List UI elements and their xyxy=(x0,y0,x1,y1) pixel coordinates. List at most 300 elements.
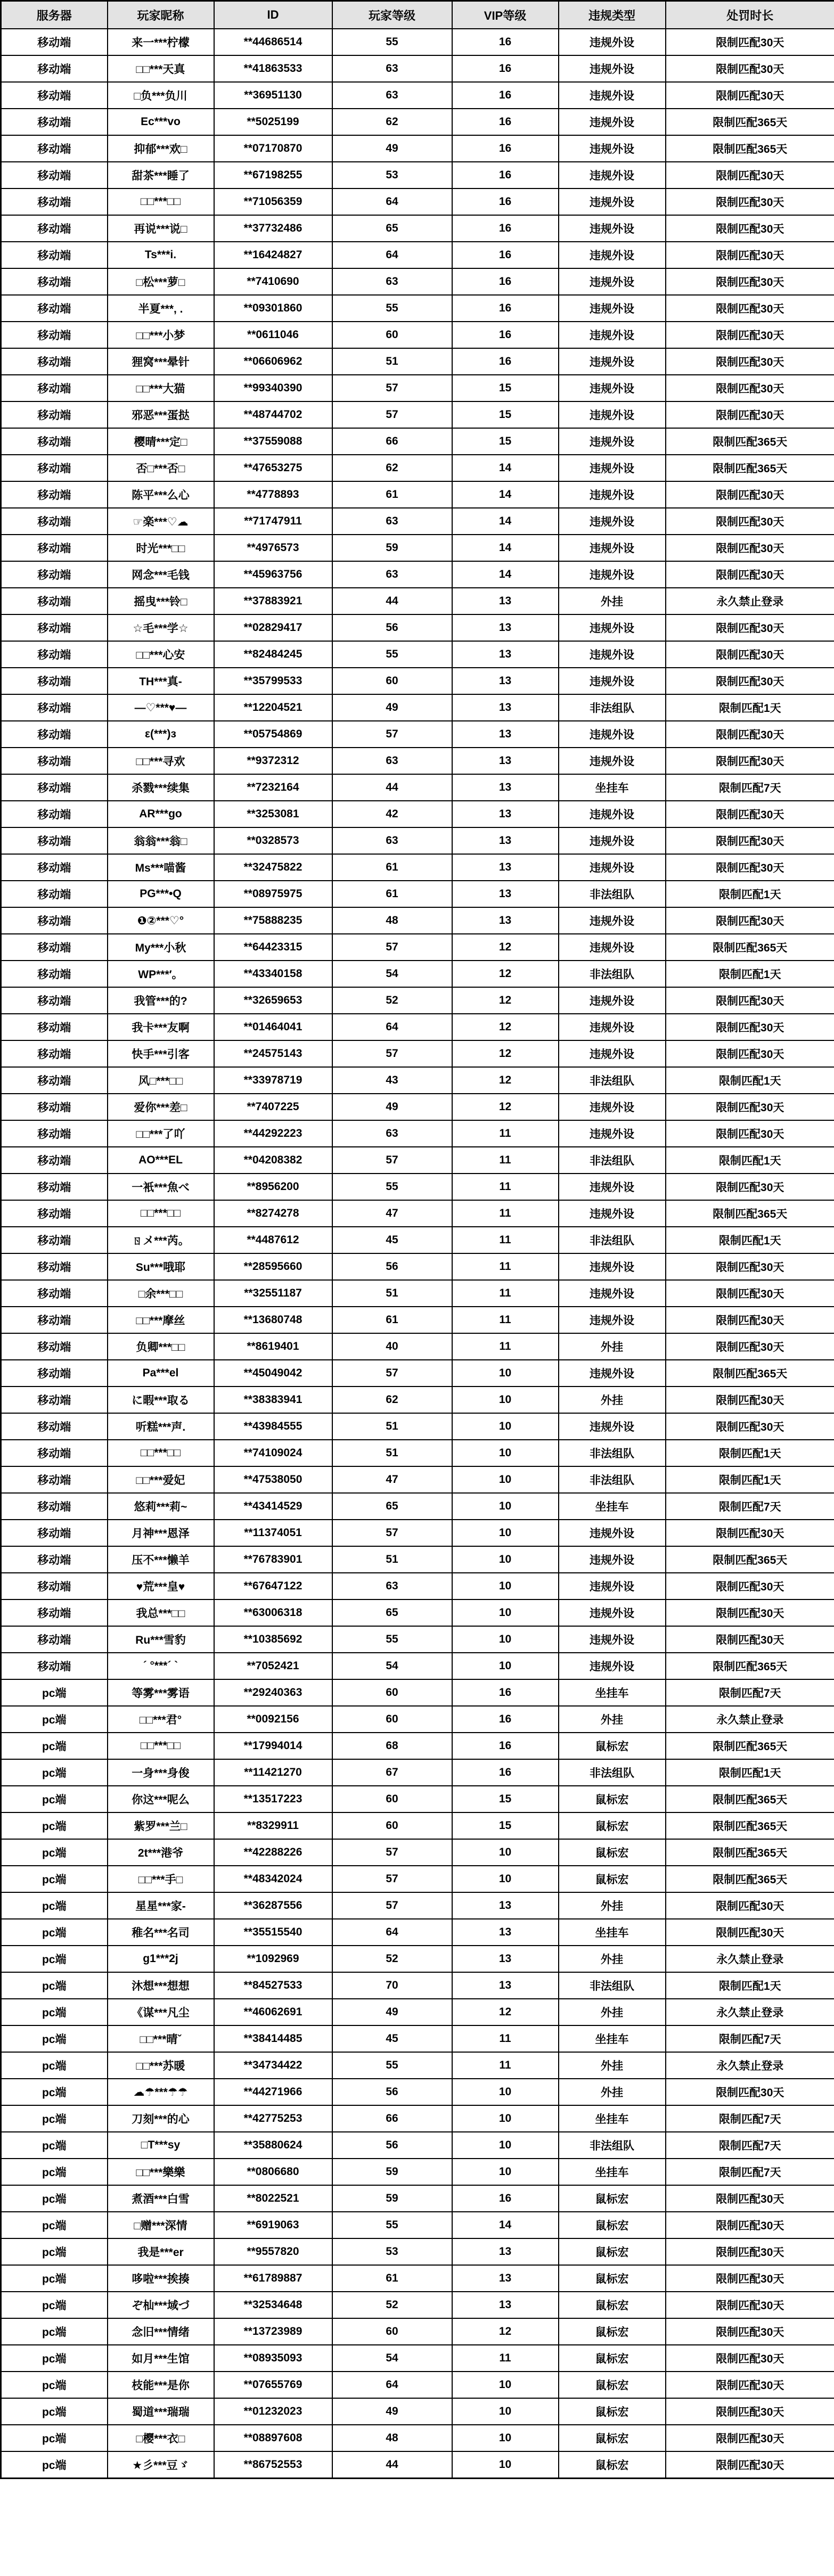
cell-server: 移动端 xyxy=(1,1147,108,1174)
cell-player-level: 48 xyxy=(332,907,452,934)
cell-server: pc端 xyxy=(1,2159,108,2185)
table-row xyxy=(1,162,834,188)
cell-id: **09301860 xyxy=(214,295,332,322)
cell-id: **5025199 xyxy=(214,109,332,135)
cell-punishment-duration: 限制匹配30天 xyxy=(666,2451,834,2479)
cell-server: pc端 xyxy=(1,1839,108,1866)
cell-violation-type: 非法组队 xyxy=(559,1067,666,1094)
cell-punishment-duration: 限制匹配30天 xyxy=(666,2079,834,2105)
cell-server: 移动端 xyxy=(1,348,108,375)
cell-player-level: 59 xyxy=(332,2185,452,2212)
cell-vip-level: 12 xyxy=(452,934,559,961)
cell-id: **16424827 xyxy=(214,242,332,268)
cell-punishment-duration: 限制匹配7天 xyxy=(666,2132,834,2159)
cell-violation-type: 违规外设 xyxy=(559,1040,666,1067)
cell-player-level: 52 xyxy=(332,1946,452,1972)
cell-id: **8022521 xyxy=(214,2185,332,2212)
cell-player-level: 56 xyxy=(332,2079,452,2105)
cell-player-level: 51 xyxy=(332,1413,452,1440)
cell-violation-type: 鼠标宏 xyxy=(559,2372,666,2398)
table-row xyxy=(1,1999,834,2025)
cell-violation-type: 违规外设 xyxy=(559,1014,666,1040)
cell-nickname: ♥荒***皇♥ xyxy=(108,1573,214,1599)
cell-punishment-duration: 永久禁止登录 xyxy=(666,1999,834,2025)
cell-server: 移动端 xyxy=(1,215,108,242)
cell-id: **47538050 xyxy=(214,1466,332,1493)
cell-punishment-duration: 限制匹配30天 xyxy=(666,1333,834,1360)
cell-vip-level: 14 xyxy=(452,508,559,535)
cell-player-level: 62 xyxy=(332,1387,452,1413)
cell-vip-level: 16 xyxy=(452,29,559,55)
cell-player-level: 59 xyxy=(332,2159,452,2185)
cell-player-level: 44 xyxy=(332,588,452,614)
cell-vip-level: 10 xyxy=(452,1626,559,1653)
table-row xyxy=(1,694,834,721)
cell-server: pc端 xyxy=(1,2238,108,2265)
cell-id: **07170870 xyxy=(214,135,332,162)
table-row xyxy=(1,535,834,561)
cell-violation-type: 违规外设 xyxy=(559,135,666,162)
cell-violation-type: 违规外设 xyxy=(559,1200,666,1227)
cell-id: **4487612 xyxy=(214,1227,332,1253)
cell-violation-type: 违规外设 xyxy=(559,268,666,295)
cell-player-level: 53 xyxy=(332,2238,452,2265)
table-row xyxy=(1,2025,834,2052)
table-row xyxy=(1,1360,834,1387)
table-row xyxy=(1,1174,834,1200)
cell-id: **36951130 xyxy=(214,82,332,109)
cell-nickname: Ts***i. xyxy=(108,242,214,268)
cell-id: **38414485 xyxy=(214,2025,332,2052)
cell-vip-level: 13 xyxy=(452,801,559,827)
cell-id: **7052421 xyxy=(214,1653,332,1679)
cell-server: 移动端 xyxy=(1,1360,108,1387)
cell-nickname: □□***□□ xyxy=(108,188,214,215)
cell-violation-type: 坐挂车 xyxy=(559,774,666,801)
cell-punishment-duration: 限制匹配30天 xyxy=(666,2425,834,2451)
cell-nickname: □□***手□ xyxy=(108,1866,214,1892)
cell-player-level: 57 xyxy=(332,1040,452,1067)
cell-violation-type: 违规外设 xyxy=(559,561,666,588)
table-row xyxy=(1,2372,834,2398)
cell-vip-level: 15 xyxy=(452,1786,559,1812)
cell-punishment-duration: 限制匹配30天 xyxy=(666,641,834,668)
cell-server: pc端 xyxy=(1,2372,108,2398)
cell-punishment-duration: 永久禁止登录 xyxy=(666,1706,834,1733)
cell-player-level: 45 xyxy=(332,1227,452,1253)
table-row xyxy=(1,1387,834,1413)
cell-nickname: □□***□□ xyxy=(108,1733,214,1759)
cell-punishment-duration: 限制匹配30天 xyxy=(666,375,834,401)
cell-nickname: □□***寻欢 xyxy=(108,748,214,774)
table-row xyxy=(1,1333,834,1360)
cell-player-level: 57 xyxy=(332,1147,452,1174)
cell-player-level: 63 xyxy=(332,748,452,774)
cell-violation-type: 鼠标宏 xyxy=(559,2292,666,2318)
cell-vip-level: 13 xyxy=(452,881,559,907)
cell-server: pc端 xyxy=(1,2345,108,2372)
cell-server: pc端 xyxy=(1,1946,108,1972)
table-row xyxy=(1,1520,834,1546)
cell-violation-type: 鼠标宏 xyxy=(559,2345,666,2372)
cell-punishment-duration: 限制匹配30天 xyxy=(666,1307,834,1333)
cell-server: 移动端 xyxy=(1,561,108,588)
cell-violation-type: 违规外设 xyxy=(559,668,666,694)
cell-player-level: 57 xyxy=(332,401,452,428)
cell-punishment-duration: 限制匹配30天 xyxy=(666,2238,834,2265)
cell-vip-level: 16 xyxy=(452,1706,559,1733)
cell-id: **71747911 xyxy=(214,508,332,535)
cell-server: pc端 xyxy=(1,1919,108,1946)
cell-vip-level: 11 xyxy=(452,1147,559,1174)
table-row xyxy=(1,82,834,109)
cell-violation-type: 外挂 xyxy=(559,588,666,614)
cell-punishment-duration: 限制匹配30天 xyxy=(666,1919,834,1946)
table-row xyxy=(1,1440,834,1466)
cell-vip-level: 13 xyxy=(452,641,559,668)
cell-punishment-duration: 限制匹配1天 xyxy=(666,1466,834,1493)
cell-player-level: 64 xyxy=(332,188,452,215)
table-row xyxy=(1,1307,834,1333)
cell-server: 移动端 xyxy=(1,1546,108,1573)
cell-nickname: □□***了吖 xyxy=(108,1120,214,1147)
cell-punishment-duration: 限制匹配1天 xyxy=(666,694,834,721)
cell-vip-level: 10 xyxy=(452,1493,559,1520)
cell-violation-type: 违规外设 xyxy=(559,1573,666,1599)
table-row xyxy=(1,748,834,774)
cell-punishment-duration: 永久禁止登录 xyxy=(666,2052,834,2079)
cell-violation-type: 外挂 xyxy=(559,1387,666,1413)
cell-server: 移动端 xyxy=(1,961,108,987)
cell-violation-type: 鼠标宏 xyxy=(559,1812,666,1839)
cell-id: **43414529 xyxy=(214,1493,332,1520)
cell-punishment-duration: 限制匹配365天 xyxy=(666,455,834,481)
cell-id: **24575143 xyxy=(214,1040,332,1067)
cell-player-level: 57 xyxy=(332,1360,452,1387)
cell-punishment-duration: 限制匹配30天 xyxy=(666,162,834,188)
cell-violation-type: 鼠标宏 xyxy=(559,2238,666,2265)
cell-player-level: 55 xyxy=(332,295,452,322)
cell-nickname: □□***爱妃 xyxy=(108,1466,214,1493)
cell-punishment-duration: 限制匹配30天 xyxy=(666,2265,834,2292)
cell-nickname: ❶②***♡° xyxy=(108,907,214,934)
cell-punishment-duration: 限制匹配30天 xyxy=(666,29,834,55)
table-row xyxy=(1,1466,834,1493)
cell-violation-type: 鼠标宏 xyxy=(559,2398,666,2425)
cell-violation-type: 违规外设 xyxy=(559,428,666,455)
cell-vip-level: 13 xyxy=(452,2265,559,2292)
cell-violation-type: 非法组队 xyxy=(559,881,666,907)
cell-punishment-duration: 限制匹配365天 xyxy=(666,135,834,162)
cell-nickname: 一身***身俊 xyxy=(108,1759,214,1786)
cell-id: **47653275 xyxy=(214,455,332,481)
cell-server: pc端 xyxy=(1,1866,108,1892)
cell-violation-type: 违规外设 xyxy=(559,215,666,242)
cell-player-level: 51 xyxy=(332,1546,452,1573)
table-row xyxy=(1,135,834,162)
cell-vip-level: 16 xyxy=(452,242,559,268)
cell-player-level: 64 xyxy=(332,1014,452,1040)
cell-player-level: 65 xyxy=(332,1493,452,1520)
cell-nickname: ´ °***´ ` xyxy=(108,1653,214,1679)
cell-player-level: 64 xyxy=(332,2372,452,2398)
table-row xyxy=(1,2079,834,2105)
table-row xyxy=(1,55,834,82)
cell-server: pc端 xyxy=(1,2105,108,2132)
cell-violation-type: 坐挂车 xyxy=(559,2159,666,2185)
column-header-punishment-duration: 处罚时长 xyxy=(666,1,834,29)
table-row xyxy=(1,1413,834,1440)
cell-id: **34734422 xyxy=(214,2052,332,2079)
cell-id: **29240363 xyxy=(214,1679,332,1706)
cell-nickname: 稚名***名司 xyxy=(108,1919,214,1946)
cell-vip-level: 13 xyxy=(452,748,559,774)
cell-punishment-duration: 限制匹配365天 xyxy=(666,1839,834,1866)
cell-vip-level: 11 xyxy=(452,1200,559,1227)
cell-server: 移动端 xyxy=(1,295,108,322)
cell-vip-level: 16 xyxy=(452,215,559,242)
table-row xyxy=(1,295,834,322)
cell-violation-type: 坐挂车 xyxy=(559,2105,666,2132)
cell-punishment-duration: 限制匹配365天 xyxy=(666,1360,834,1387)
cell-server: 移动端 xyxy=(1,614,108,641)
cell-violation-type: 外挂 xyxy=(559,1999,666,2025)
cell-violation-type: 违规外设 xyxy=(559,1280,666,1307)
cell-vip-level: 16 xyxy=(452,1759,559,1786)
cell-vip-level: 10 xyxy=(452,1573,559,1599)
cell-id: **33978719 xyxy=(214,1067,332,1094)
cell-server: 移动端 xyxy=(1,1280,108,1307)
cell-server: 移动端 xyxy=(1,55,108,82)
cell-id: **01464041 xyxy=(214,1014,332,1040)
cell-player-level: 54 xyxy=(332,1653,452,1679)
cell-id: **32551187 xyxy=(214,1280,332,1307)
cell-server: 移动端 xyxy=(1,987,108,1014)
cell-punishment-duration: 限制匹配1天 xyxy=(666,1972,834,1999)
cell-server: 移动端 xyxy=(1,721,108,748)
cell-nickname: 甜茶***睡了 xyxy=(108,162,214,188)
cell-id: **67198255 xyxy=(214,162,332,188)
cell-server: 移动端 xyxy=(1,588,108,614)
cell-violation-type: 违规外设 xyxy=(559,934,666,961)
cell-nickname: Ms***喵酱 xyxy=(108,854,214,881)
cell-server: 移动端 xyxy=(1,1014,108,1040)
cell-id: **36287556 xyxy=(214,1892,332,1919)
cell-vip-level: 13 xyxy=(452,614,559,641)
table-row xyxy=(1,1227,834,1253)
cell-vip-level: 16 xyxy=(452,2185,559,2212)
cell-vip-level: 10 xyxy=(452,1413,559,1440)
cell-vip-level: 10 xyxy=(452,1866,559,1892)
cell-nickname: Ec***vo xyxy=(108,109,214,135)
cell-id: **82484245 xyxy=(214,641,332,668)
cell-violation-type: 违规外设 xyxy=(559,801,666,827)
cell-id: **71056359 xyxy=(214,188,332,215)
cell-punishment-duration: 永久禁止登录 xyxy=(666,1946,834,1972)
table-row xyxy=(1,188,834,215)
cell-id: **48342024 xyxy=(214,1866,332,1892)
cell-id: **43340158 xyxy=(214,961,332,987)
cell-violation-type: 违规外设 xyxy=(559,1360,666,1387)
cell-violation-type: 违规外设 xyxy=(559,1653,666,1679)
cell-vip-level: 13 xyxy=(452,1972,559,1999)
table-row xyxy=(1,242,834,268)
table-row xyxy=(1,215,834,242)
cell-violation-type: 违规外设 xyxy=(559,1094,666,1120)
cell-punishment-duration: 限制匹配30天 xyxy=(666,215,834,242)
cell-player-level: 65 xyxy=(332,215,452,242)
cell-nickname: g1***2j xyxy=(108,1946,214,1972)
cell-punishment-duration: 限制匹配30天 xyxy=(666,987,834,1014)
cell-violation-type: 违规外设 xyxy=(559,721,666,748)
column-header-violation-type: 违规类型 xyxy=(559,1,666,29)
cell-server: 移动端 xyxy=(1,162,108,188)
cell-nickname: 煮酒***白雪 xyxy=(108,2185,214,2212)
table-row xyxy=(1,881,834,907)
cell-id: **67647122 xyxy=(214,1573,332,1599)
cell-server: 移动端 xyxy=(1,322,108,348)
cell-server: pc端 xyxy=(1,1733,108,1759)
cell-id: **4778893 xyxy=(214,481,332,508)
cell-punishment-duration: 限制匹配1天 xyxy=(666,1227,834,1253)
cell-server: 移动端 xyxy=(1,1094,108,1120)
cell-violation-type: 外挂 xyxy=(559,1333,666,1360)
cell-nickname: Ru***雪豹 xyxy=(108,1626,214,1653)
cell-player-level: 56 xyxy=(332,1253,452,1280)
cell-nickname: 来一***柠檬 xyxy=(108,29,214,55)
cell-id: **48744702 xyxy=(214,401,332,428)
cell-server: 移动端 xyxy=(1,535,108,561)
cell-vip-level: 10 xyxy=(452,1520,559,1546)
cell-violation-type: 违规外设 xyxy=(559,1120,666,1147)
cell-server: 移动端 xyxy=(1,455,108,481)
cell-nickname: 紫罗***兰□ xyxy=(108,1812,214,1839)
cell-vip-level: 16 xyxy=(452,322,559,348)
cell-server: pc端 xyxy=(1,2425,108,2451)
cell-server: pc端 xyxy=(1,2265,108,2292)
cell-id: **86752553 xyxy=(214,2451,332,2479)
cell-id: **43984555 xyxy=(214,1413,332,1440)
cell-punishment-duration: 限制匹配365天 xyxy=(666,428,834,455)
cell-nickname: 等雾***雾语 xyxy=(108,1679,214,1706)
cell-server: 移动端 xyxy=(1,1253,108,1280)
cell-punishment-duration: 限制匹配365天 xyxy=(666,1733,834,1759)
cell-player-level: 53 xyxy=(332,162,452,188)
cell-player-level: 54 xyxy=(332,2345,452,2372)
cell-nickname: 我管***的? xyxy=(108,987,214,1014)
cell-id: **08975975 xyxy=(214,881,332,907)
cell-punishment-duration: 限制匹配30天 xyxy=(666,2318,834,2345)
table-row xyxy=(1,508,834,535)
cell-violation-type: 非法组队 xyxy=(559,2132,666,2159)
cell-server: 移动端 xyxy=(1,934,108,961)
cell-violation-type: 违规外设 xyxy=(559,827,666,854)
cell-punishment-duration: 限制匹配30天 xyxy=(666,801,834,827)
cell-punishment-duration: 限制匹配30天 xyxy=(666,1573,834,1599)
cell-id: **4976573 xyxy=(214,535,332,561)
cell-id: **35880624 xyxy=(214,2132,332,2159)
cell-nickname: 压不***懒羊 xyxy=(108,1546,214,1573)
cell-vip-level: 13 xyxy=(452,1946,559,1972)
cell-punishment-duration: 限制匹配365天 xyxy=(666,1866,834,1892)
cell-nickname: 网念***毛钱 xyxy=(108,561,214,588)
cell-server: 移动端 xyxy=(1,1466,108,1493)
cell-id: **63006318 xyxy=(214,1599,332,1626)
cell-server: 移动端 xyxy=(1,29,108,55)
cell-player-level: 70 xyxy=(332,1972,452,1999)
column-header-vip-level: VIP等级 xyxy=(452,1,559,29)
cell-id: **8329911 xyxy=(214,1812,332,1839)
cell-violation-type: 鼠标宏 xyxy=(559,1733,666,1759)
cell-id: **74109024 xyxy=(214,1440,332,1466)
cell-id: **01232023 xyxy=(214,2398,332,2425)
cell-server: 移动端 xyxy=(1,748,108,774)
cell-server: pc端 xyxy=(1,2025,108,2052)
cell-id: **06606962 xyxy=(214,348,332,375)
cell-server: 移动端 xyxy=(1,1067,108,1094)
cell-vip-level: 13 xyxy=(452,694,559,721)
cell-vip-level: 16 xyxy=(452,109,559,135)
cell-vip-level: 14 xyxy=(452,2212,559,2238)
cell-vip-level: 11 xyxy=(452,2025,559,2052)
cell-violation-type: 违规外设 xyxy=(559,1413,666,1440)
cell-player-level: 55 xyxy=(332,2052,452,2079)
cell-violation-type: 非法组队 xyxy=(559,1147,666,1174)
cell-vip-level: 16 xyxy=(452,268,559,295)
table-row xyxy=(1,1120,834,1147)
cell-vip-level: 13 xyxy=(452,827,559,854)
cell-violation-type: 违规外设 xyxy=(559,348,666,375)
cell-player-level: 51 xyxy=(332,1280,452,1307)
cell-id: **0806680 xyxy=(214,2159,332,2185)
cell-vip-level: 14 xyxy=(452,481,559,508)
cell-punishment-duration: 限制匹配1天 xyxy=(666,1440,834,1466)
cell-player-level: 55 xyxy=(332,2212,452,2238)
cell-vip-level: 11 xyxy=(452,1307,559,1333)
cell-nickname: 枝能***是你 xyxy=(108,2372,214,2398)
cell-id: **37883921 xyxy=(214,588,332,614)
cell-player-level: 62 xyxy=(332,109,452,135)
cell-punishment-duration: 限制匹配30天 xyxy=(666,82,834,109)
table-row xyxy=(1,1094,834,1120)
cell-nickname: 你这***呢么 xyxy=(108,1786,214,1812)
cell-player-level: 57 xyxy=(332,1892,452,1919)
cell-violation-type: 鼠标宏 xyxy=(559,1786,666,1812)
cell-id: **32534648 xyxy=(214,2292,332,2318)
cell-vip-level: 16 xyxy=(452,295,559,322)
cell-punishment-duration: 限制匹配30天 xyxy=(666,748,834,774)
cell-server: 移动端 xyxy=(1,481,108,508)
cell-violation-type: 非法组队 xyxy=(559,694,666,721)
cell-player-level: 49 xyxy=(332,135,452,162)
table-row xyxy=(1,1946,834,1972)
cell-punishment-duration: 限制匹配30天 xyxy=(666,55,834,82)
cell-id: **32475822 xyxy=(214,854,332,881)
cell-vip-level: 10 xyxy=(452,1440,559,1466)
cell-violation-type: 违规外设 xyxy=(559,1599,666,1626)
cell-player-level: 59 xyxy=(332,535,452,561)
cell-punishment-duration: 限制匹配30天 xyxy=(666,2185,834,2212)
cell-nickname: 否□***否□ xyxy=(108,455,214,481)
cell-vip-level: 15 xyxy=(452,428,559,455)
cell-player-level: 49 xyxy=(332,1999,452,2025)
table-row xyxy=(1,1067,834,1094)
cell-id: **12204521 xyxy=(214,694,332,721)
cell-vip-level: 11 xyxy=(452,1253,559,1280)
cell-vip-level: 15 xyxy=(452,375,559,401)
cell-nickname: ☆毛***学☆ xyxy=(108,614,214,641)
cell-punishment-duration: 限制匹配7天 xyxy=(666,2105,834,2132)
